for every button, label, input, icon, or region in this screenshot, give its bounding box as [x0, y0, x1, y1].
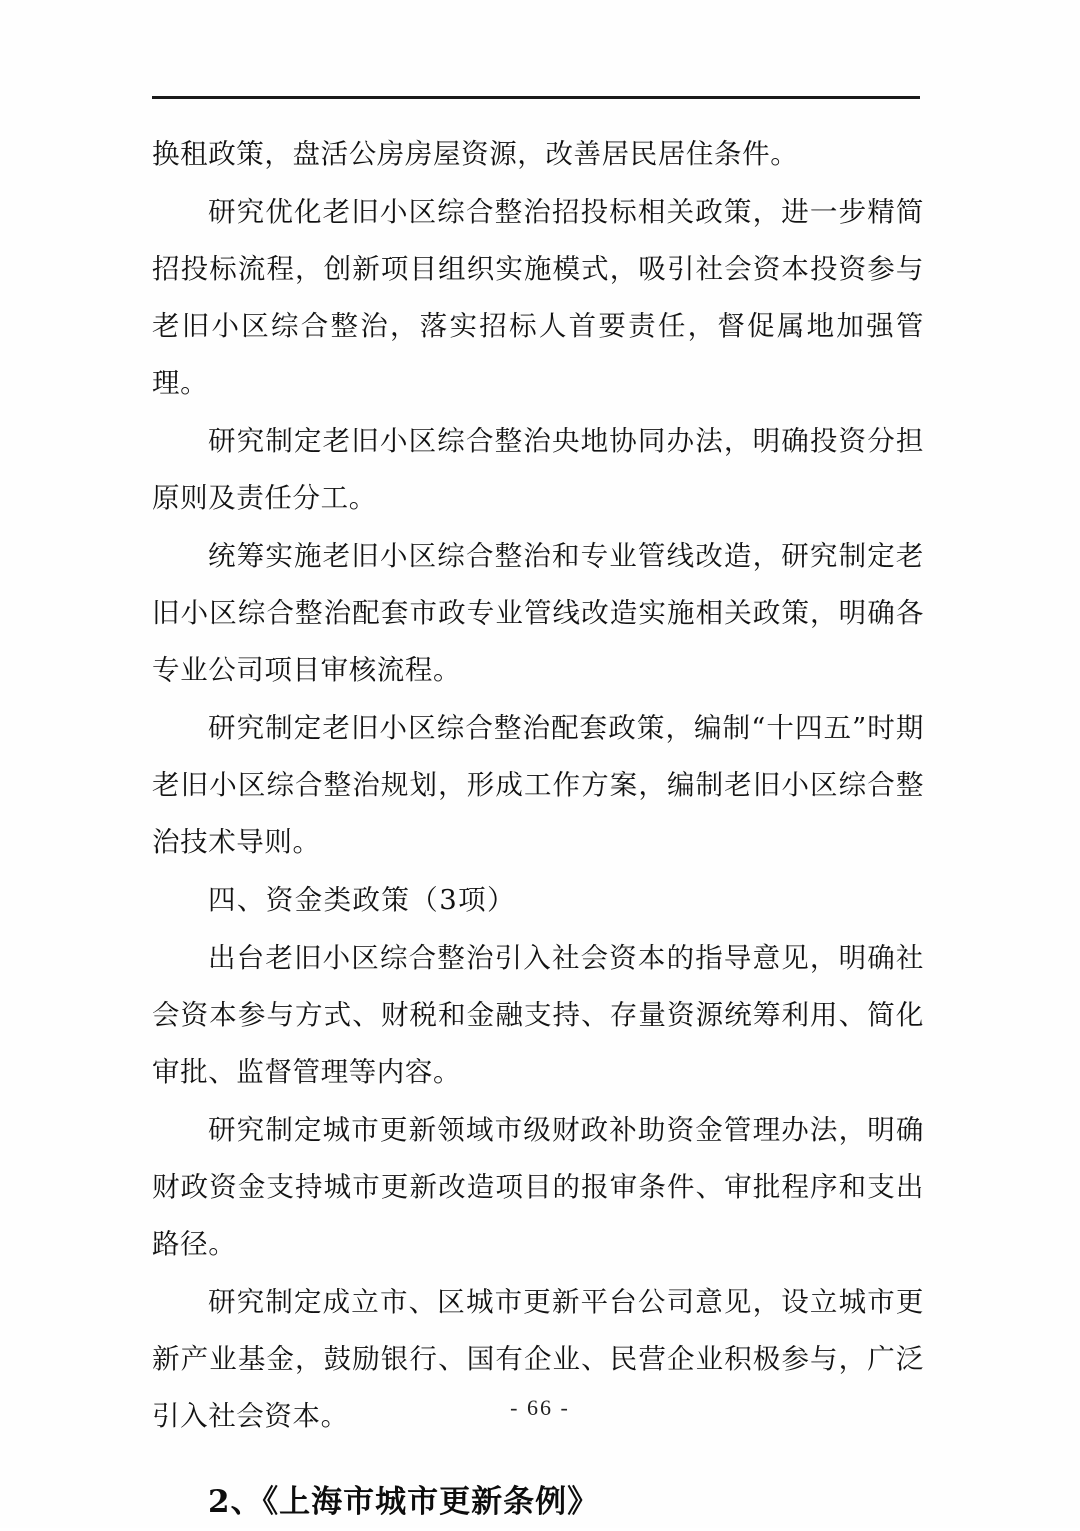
paragraph: 研究制定老旧小区综合整治央地协同办法，明确投资分担原则及责任分工。 [152, 425, 924, 514]
paragraph: 换租政策，盘活公房房屋资源，改善居民居住条件。 [152, 138, 799, 170]
document-subtitle: 2、《上海市城市更新条例》 [208, 1484, 600, 1520]
paragraph: 研究制定老旧小区综合整治配套政策，编制“十四五”时期老旧小区综合整治规划，形成工作方案，编制老旧小区综合整治技术导则。 [152, 712, 924, 858]
paragraph: 研究制定成立市、区城市更新平台公司意见，设立城市更新产业基金，鼓励银行、国有企业、民营企业积极参与，广泛引入社会资本。 [152, 1286, 924, 1432]
paragraph: 研究优化老旧小区综合整治招投标相关政策，进一步精简招投标流程，创新项目组织实施模式，吸引社会资本投资参与老旧小区综合整治，落实招标人首要责任，督促属地加强管理。 [152, 196, 924, 399]
section-heading: 四、资金类政策（3项） [208, 884, 516, 916]
paragraph: 研究制定城市更新领域市级财政补助资金管理办法，明确财政资金支持城市更新改造项目的报审条件、审批程序和支出路径。 [152, 1114, 924, 1260]
document-body [152, 126, 924, 1531]
page-number: - 66 - [510, 1395, 570, 1420]
paragraph: 出台老旧小区综合整治引入社会资本的指导意见，明确社会资本参与方式、财税和金融支持、存量资源统筹利用、简化审批、监督管理等内容。 [152, 942, 924, 1088]
paragraph: 统筹实施老旧小区综合整治和专业管线改造，研究制定老旧小区综合整治配套市政专业管线改造实施相关政策，明确各专业公司项目审核流程。 [152, 540, 924, 686]
header-divider [152, 96, 920, 99]
